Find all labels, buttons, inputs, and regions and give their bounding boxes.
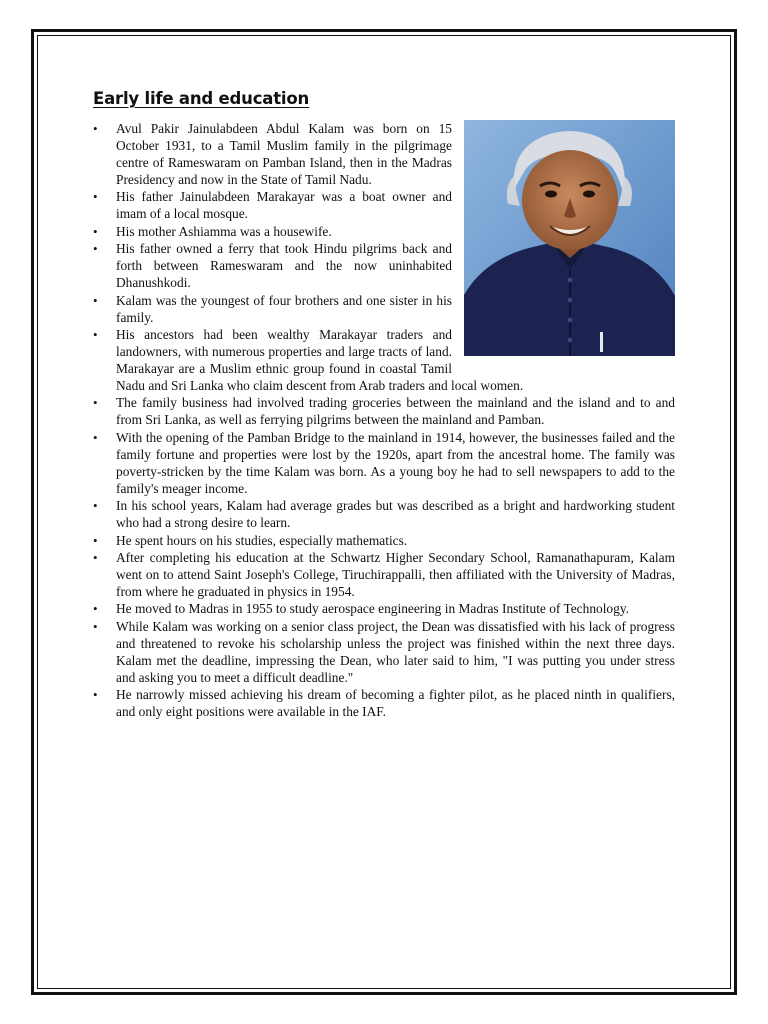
list-item: • Avul Pakir Jainulabdeen Abdul Kalam was born on 15 October 1931, to a Tamil Muslim family in the pilgrimage centre of Rameswaram on Pamban Island, then in the Madras Presidency and now in the State of Tamil Nadu. <box>93 120 675 188</box>
bullet-list <box>93 120 675 720</box>
list-item: • With the opening of the Pamban Bridge to the mainland in 1914, however, the businesses failed and the family fortune and properties were lost by the 1920s, apart from the ancestral home. The family was poverty-stricken by the time Kalam was born. As a young boy he had to sell newspapers to add to the family's meager income. <box>93 429 675 497</box>
section-heading: Early life and education <box>93 89 310 108</box>
list-item: • The family business had involved trading groceries between the mainland and the island and to and from Sri Lanka, as well as ferrying pilgrims between the mainland and Pamban. <box>93 394 675 428</box>
list-item: • He narrowly missed achieving his dream of becoming a fighter pilot, as he placed ninth in qualifiers, and only eight positions were available in the IAF. <box>93 686 675 720</box>
list-item: • His father Jainulabdeen Marakayar was a boat owner and imam of a local mosque. <box>93 188 675 222</box>
document-content <box>93 88 675 720</box>
list-item: • He spent hours on his studies, especially mathematics. <box>93 532 675 549</box>
list-item: • He moved to Madras in 1955 to study aerospace engineering in Madras Institute of Technology. <box>93 600 675 617</box>
list-item: • While Kalam was working on a senior class project, the Dean was dissatisfied with his lack of progress and threatened to revoke his scholarship unless the project was finished within the next three days. Kalam met the deadline, impressing the Dean, who later said to him, "I was putting you under stress and asking you to meet a difficult deadline." <box>93 618 675 686</box>
list-item: • His father owned a ferry that took Hindu pilgrims back and forth between Rameswaram and the now uninhabited Dhanushkodi. <box>93 240 675 291</box>
list-item: • His mother Ashiamma was a housewife. <box>93 223 675 240</box>
list-item: • After completing his education at the Schwartz Higher Secondary School, Ramanathapuram, Kalam went on to attend Saint Joseph's College, Tiruchirappalli, then affiliated with the University of Madras, from where he graduated in physics in 1954. <box>93 549 675 600</box>
list-item: • Kalam was the youngest of four brothers and one sister in his family. <box>93 292 675 326</box>
list-item: • In his school years, Kalam had average grades but was described as a bright and hardworking student who had a strong desire to learn. <box>93 497 675 531</box>
list-item: • His ancestors had been wealthy Marakayar traders and landowners, with numerous properties and large tracts of land. Marakayar are a Muslim ethnic group found in coastal Tamil Nadu and Sri Lanka who claim descent from Arab traders and local women. <box>93 326 675 394</box>
